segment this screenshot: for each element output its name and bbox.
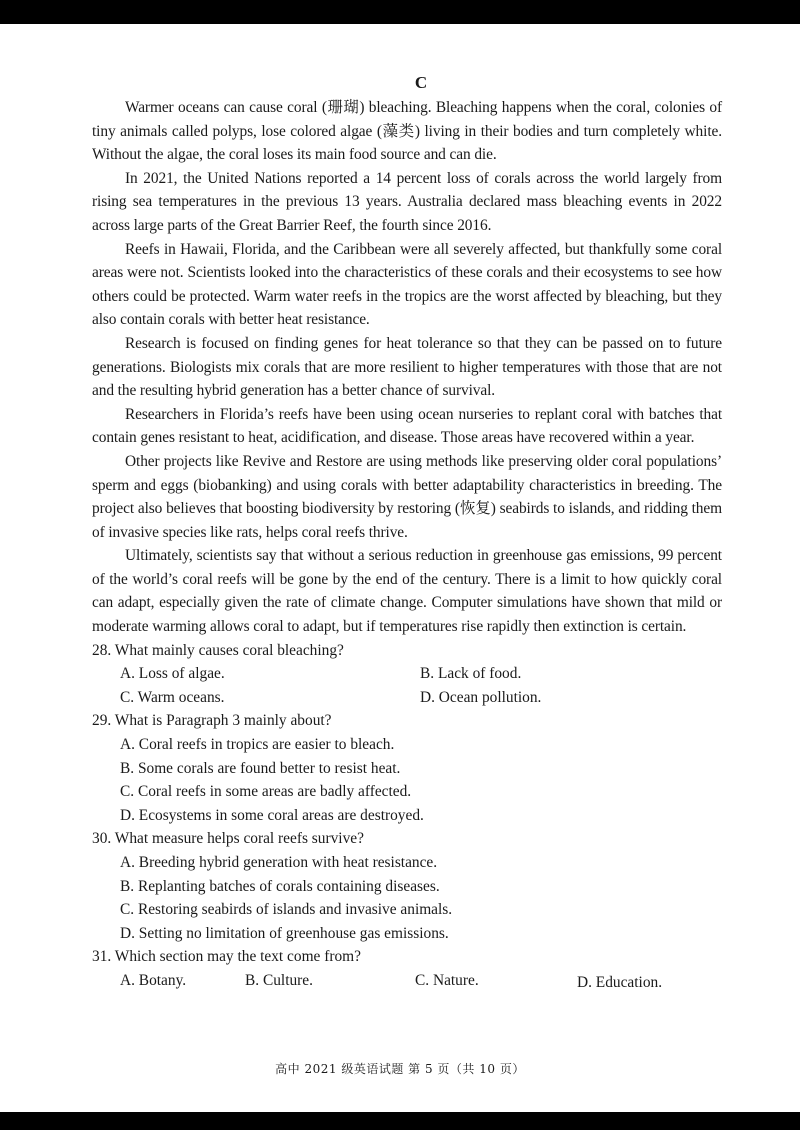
option-b: B. Some corals are found better to resist heat.	[120, 759, 401, 777]
passage-paragraph-7: Ultimately, scientists say that without a serious reduction in greenhouse gas emissions, 99 percent of the world’s coral reefs will be gone by the end of the century. There is a limit to how quickly coral can adapt, especially given the rate of climate change. Computer simulations have shown that mild or moderate warming allows coral to adapt, but if temperatures rise rapidly then extinction is certain.	[92, 547, 722, 636]
reading-passage	[92, 96, 722, 639]
option-c: C. Warm oceans.	[120, 688, 225, 706]
option-d: D. Ecosystems in some coral areas are destroyed.	[120, 806, 424, 824]
option-c: C. Coral reefs in some areas are badly affected.	[120, 783, 412, 801]
question-stem: 30. What measure helps coral reefs survive?	[92, 830, 364, 848]
question-stem: 31. Which section may the text come from?	[92, 948, 361, 966]
question-31	[92, 945, 722, 992]
top-black-bar	[0, 0, 800, 24]
bottom-black-bar	[0, 1112, 800, 1130]
passage-paragraph-1: Warmer oceans can cause coral (珊瑚) bleaching. Bleaching happens when the coral, colonies of tiny animals called polyps, lose colored algae (藻类) living in their bodies and turn completely white. Without the algae, the coral loses its main food source and can die.	[92, 99, 722, 164]
question-options	[92, 733, 722, 827]
option-d: D. Ocean pollution.	[420, 688, 542, 706]
page-footer: 高中 2021 级英语试题 第 5 页（共 10 页）	[275, 1062, 525, 1076]
option-b: B. Replanting batches of corals containing diseases.	[120, 877, 440, 895]
option-d: D. Setting no limitation of greenhouse gas emissions.	[120, 924, 449, 942]
passage-paragraph-6: Other projects like Revive and Restore are using methods like preserving older coral populations’ sperm and eggs (biobanking) and using corals with better adaptability characteristics in breeding. The project also believes that boosting biodiversity by restoring (恢复) seabirds to islands, and ridding them of invasive species like rats, helps coral reefs thrive.	[92, 452, 722, 541]
option-b: B. Lack of food.	[420, 665, 522, 683]
passage-paragraph-3: Reefs in Hawaii, Florida, and the Caribbean were all severely affected, but thankfully some coral areas were not. Scientists looked into the characteristics of these corals and their ecosystems to see how others could be protected. Warm water reefs in the tropics are the worst affected by bleaching, but they also contain corals with better heat resistance.	[92, 240, 722, 329]
question-28	[92, 639, 722, 710]
passage-paragraph-5: Researchers in Florida’s reefs have been using ocean nurseries to replant coral with batches that contain genes resistant to heat, acidification, and disease. Those areas have recovered within a year.	[92, 405, 722, 447]
option-a: A. Botany.	[120, 971, 187, 989]
section-label: C	[414, 73, 428, 92]
question-30	[92, 827, 722, 945]
option-d: D. Education.	[577, 973, 663, 991]
exam-page	[92, 70, 722, 993]
question-29	[92, 709, 722, 827]
passage-paragraph-4: Research is focused on finding genes for heat tolerance so that they can be passed on to future generations. Biologists mix corals that are more resilient to higher temperatures with those that are not and the resulting hybrid generation has a better chance of survival.	[92, 334, 722, 400]
option-c: C. Nature.	[415, 971, 479, 989]
option-c: C. Restoring seabirds of islands and invasive animals.	[120, 901, 453, 919]
question-options	[92, 662, 722, 709]
question-stem: 29. What is Paragraph 3 mainly about?	[92, 712, 332, 730]
option-a: A. Coral reefs in tropics are easier to bleach.	[120, 736, 395, 754]
passage-paragraph-2: In 2021, the United Nations reported a 14 percent loss of corals across the world largely from rising sea temperatures in the previous 13 years. Australia declared mass bleaching events in 2022 across large parts of the Great Barrier Reef, the fourth since 2016.	[92, 169, 722, 234]
question-list	[92, 639, 722, 993]
option-b: B. Culture.	[245, 971, 313, 989]
question-options	[92, 851, 722, 945]
question-stem: 28. What mainly causes coral bleaching?	[92, 641, 344, 659]
option-a: A. Loss of algae.	[120, 665, 225, 683]
question-options	[92, 969, 722, 993]
option-a: A. Breeding hybrid generation with heat resistance.	[120, 854, 438, 871]
